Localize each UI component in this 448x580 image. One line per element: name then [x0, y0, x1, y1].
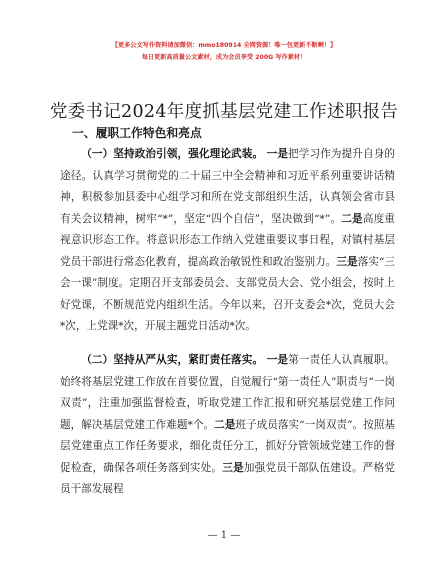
paragraph-marker: 二是 [214, 418, 236, 431]
document-title: 党委书记2024年度抓基层党建工作述职报告 [49, 102, 399, 122]
section-heading: 一、履职工作特色和亮点 [72, 126, 202, 140]
paragraph-marker: 三是 [336, 255, 358, 268]
paragraph-text: 高度重视意识形态工作。将意识形态工作纳入党建重要议事日程，对镇村基层党员干部进行常态化教育，提高政治敏锐性和政治鉴别力。 [60, 212, 396, 268]
paragraph-marker: 三是 [222, 461, 244, 474]
paragraph-text: 落实“三会一课”制度。定期召开支部委员会、支部党员大会、党小组会，按时上好党课，不断规范党内组织生活。今年以来，召开支委会*次，党员大会*次，上党课*次，开展主题党日活动*次。 [60, 255, 395, 332]
promo-line-1: 【更多公文写作资料请加微信：mmo180914 全网资源！唯一包更新不断啊！】 [111, 42, 337, 49]
promo-line-2: 每日更新高质量公文素材，成为会员享受 200G 写作素材！ [141, 54, 307, 61]
body-paragraph [60, 144, 395, 338]
paragraph-text: 把学习作为提升自身的途径。认真学习贯彻党的二十届三中全会精神和习近平系列重要讲话精神，积极参加县委中心组学习和所在党支部组织生活，认真领会省市县有关会议精神，树牢“*”，坚定“四个自信”，坚决做到“*”。 [60, 148, 396, 225]
paragraph-marker: 二是 [341, 212, 363, 225]
paragraph-marker: 一是 [266, 354, 289, 366]
paragraph-lead: （二）坚持从严从实，紧盯责任落实。 [81, 354, 264, 366]
body-paragraph [60, 350, 395, 501]
page-number: — 1 — [207, 530, 241, 541]
paragraph-text: 加强党员干部队伍建设。严格党员干部发展程 [60, 461, 396, 495]
paragraph-lead: （一）坚持政治引领，强化理论武装。 [81, 148, 264, 160]
paragraph-text: 第一责任人认真履职。始终将基层党建工作放在首要位置，自觉履行“第一责任人”职责与“一岗双责”，注重加强监督检查，听取党建工作汇报和研究基层党建工作问题，解决基层党建工作难题*个。 [60, 354, 396, 431]
paragraph-marker: 一是 [266, 148, 289, 160]
paragraph-text: 班子成员落实“一岗双责”。按照基层党建重点工作任务要求，细化责任分工，抓好分管领域党建工作的督促检查，确保各项任务落到实处。 [60, 418, 396, 474]
promo-banner [0, 40, 448, 64]
